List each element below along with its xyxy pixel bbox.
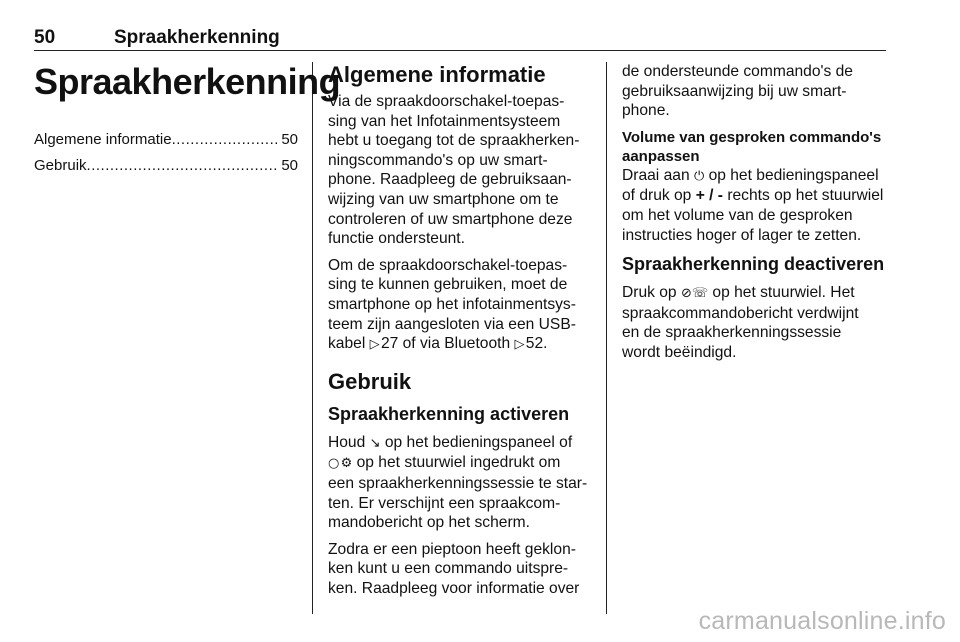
text-line: sing van het Infotainmentsysteem [328,112,561,130]
column-divider [312,62,313,614]
text-line: Zodra er een pieptoon heeft geklon- [328,540,576,558]
paragraph [328,92,590,249]
paragraph [622,283,888,362]
text-line: controleren of uw smartphone deze [328,210,573,228]
text-line [622,166,888,187]
text-line: aanpassen [622,147,700,165]
text-line: de ondersteunde commando's de [622,63,853,80]
text-line: ten. Er verschijnt een spraakcom- [328,494,561,512]
mute-end-call-icon: ⊘☏ [680,286,709,302]
text-run: . [543,335,548,353]
watermark: carmanualsonline.info [698,607,946,635]
toc-page: 50 [281,157,298,174]
page-reference[interactable]: 52 [525,335,544,353]
text-line: Om de spraakdoorschakel-toepas- [328,256,568,274]
subsection-heading: Spraakherkenning deactiveren [622,254,885,275]
paragraph [328,433,590,533]
text-run: op het bedieningspaneel [704,166,879,184]
text-line: wijzing van uw smartphone om te [328,190,559,208]
text-line: om het volume van de gesproken [622,206,853,224]
subsection-heading: Spraakherkenning activeren [328,403,570,424]
toc-page: 50 [281,131,298,148]
page-reference[interactable]: 27 [380,335,399,353]
toc-entry[interactable] [34,156,298,175]
text-line [328,433,590,454]
text-line: ken. Raadpleeg voor informatie over [328,579,580,597]
text-line [328,334,590,355]
text-line: Via de spraakdoorschakel-toepas- [328,93,565,110]
text-run: op het stuurwiel. Het [708,284,855,302]
paragraph [328,540,590,599]
chapter-column [34,61,341,182]
text-run: Druk op [622,284,681,302]
text-line: instructies hoger of lager te zetten. [622,226,862,244]
text-line: phone. [622,102,670,120]
paragraph [622,166,888,245]
text-run: rechts op het stuurwiel [722,187,884,205]
content-column-2 [328,62,590,605]
paragraph [328,256,590,355]
text-line: en de spraakherkenningssessie [622,324,842,342]
text-run: op het bedieningspaneel of [380,433,573,451]
section-heading: Algemene informatie [328,62,546,87]
text-line: een spraakherkenningssessie te star- [328,474,588,492]
text-line: teem zijn aangesloten via een USB- [328,315,576,333]
text-line: phone. Raadpleeg de gebruiksaan- [328,171,572,189]
steering-wheel-voice-icon: ○ ⚙ [328,456,353,472]
voice-button-icon: ↘ [369,435,381,451]
text-line [622,186,888,206]
paragraph [622,62,888,121]
text-line: ken kunt u een commando uitspre- [328,560,569,578]
text-line: mandobericht op het scherm. [328,514,530,532]
section-heading: Gebruik [328,368,412,394]
page-ref-arrow-icon: ▷ [369,337,380,353]
running-title: Spraakherkenning [114,27,280,48]
text-line: Volume van gesproken commando's [622,128,882,146]
text-line: hebt u toegang tot de spraakherken- [328,132,580,150]
text-run: kabel [328,335,370,353]
toc-label: Gebruik [34,157,87,174]
page-number: 50 [34,27,56,48]
toc-leader-dots [87,156,280,175]
text-line [328,453,590,474]
text-run: Houd [328,433,370,451]
page-ref-arrow-icon: ▷ [514,337,525,353]
text-line: functie ondersteunt. [328,230,465,248]
toc-label: Algemene informatie [34,131,172,148]
content-column-3 [622,62,888,370]
page-header [34,28,886,51]
toc-entry[interactable] [34,130,298,149]
text-line [622,283,888,304]
text-line: smartphone op het infotainmentsys- [328,295,576,313]
text-run: of via Bluetooth [398,335,515,353]
text-line: gebruiksaanwijzing bij uw smart- [622,82,847,100]
power-knob-icon: ⏻ [693,168,705,184]
toc-leader-dots [172,130,280,149]
column-divider [606,62,607,614]
text-line: wordt beëindigd. [622,343,737,361]
text-run: Draai aan [622,166,694,184]
text-line: ningscommando's op uw smart- [328,151,548,169]
volume-key-label: + / - [695,187,723,205]
text-line: sing te kunnen gebruiken, moet de [328,276,568,294]
bold-subheading [622,128,888,166]
text-run: of druk op [622,187,696,205]
text-line: spraakcommandobericht verdwijnt [622,304,859,322]
chapter-title: Spraakherkenning [34,61,341,102]
text-run: op het stuurwiel ingedrukt om [352,454,561,472]
